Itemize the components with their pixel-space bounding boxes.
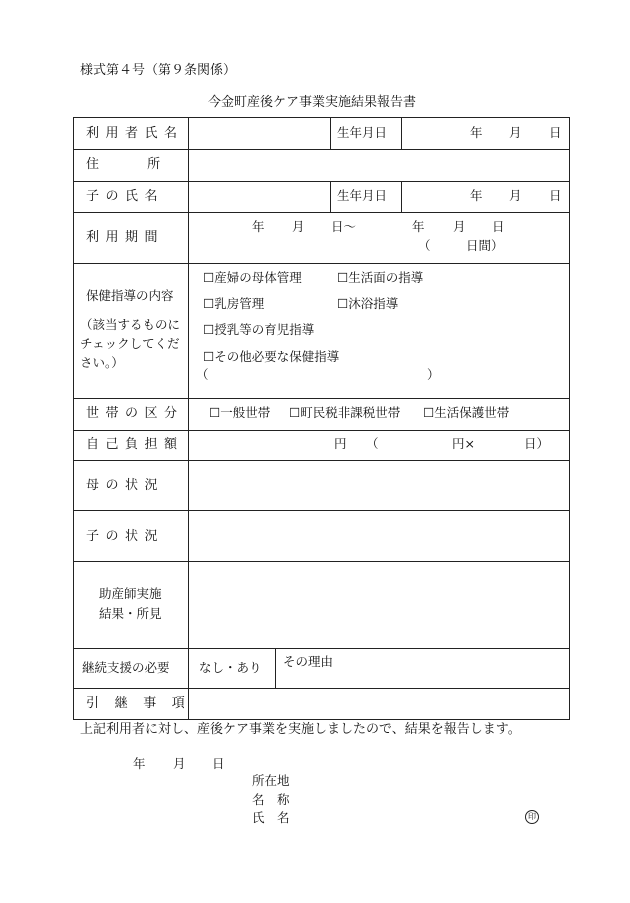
handover-label: 引継事項: [86, 696, 201, 711]
check-daily-life[interactable]: ☐生活面の指導: [337, 270, 424, 285]
period-days-open: （: [418, 238, 431, 253]
person-name-label: 氏 名: [252, 810, 290, 825]
copay-open: （: [366, 436, 379, 451]
support-label: 継続支援の必要: [82, 660, 170, 675]
copay-yen-times: 円×: [452, 436, 475, 451]
copay-label: 自己負担額: [86, 437, 184, 452]
check-feeding[interactable]: ☐授乳等の育児指導: [203, 322, 315, 337]
child-name-label: 子の氏名: [86, 189, 165, 204]
midwife-label-1: 助産師実施: [99, 586, 162, 601]
child-status-label: 子の状況: [86, 529, 165, 544]
org-name-label: 名 称: [252, 792, 290, 807]
child-dob-day: 日: [549, 188, 562, 203]
user-dob-month: 月: [509, 125, 522, 140]
guidance-note-3: さい。）: [80, 355, 124, 370]
footer-date-month: 月: [173, 756, 186, 771]
household-label: 世帯の区分: [86, 406, 184, 421]
guidance-note-2: チェックしてくだ: [80, 336, 180, 351]
period-end-year: 年: [412, 219, 425, 234]
period-days: 日間）: [466, 238, 504, 253]
address-label: [86, 157, 209, 172]
report-statement: 上記利用者に対し、産後ケア事業を実施しましたので、結果を報告します。: [80, 722, 521, 737]
period-label: 利用期間: [86, 230, 165, 245]
check-maternal-care[interactable]: ☐産婦の母体管理: [203, 270, 302, 285]
check-bathing[interactable]: ☐沐浴指導: [337, 296, 399, 311]
check-breast-care[interactable]: ☐乳房管理: [203, 296, 265, 311]
form-title: 今金町産後ケア事業実施結果報告書: [208, 95, 417, 110]
household-tax-exempt[interactable]: ☐町民税非課税世帯: [289, 405, 401, 420]
household-general[interactable]: ☐一般世帯: [209, 405, 271, 420]
period-end-month: 月: [453, 219, 466, 234]
child-dob-month: 月: [509, 188, 522, 203]
location-label: 所在地: [252, 773, 290, 788]
footer-date-day: 日: [212, 756, 225, 771]
user-dob-day: 日: [549, 125, 562, 140]
address-label-text: 住所: [86, 157, 209, 172]
household-welfare[interactable]: ☐生活保護世帯: [423, 405, 510, 420]
midwife-label-2: 結果・所見: [99, 606, 162, 621]
period-range: 日〜: [331, 219, 357, 234]
seal-icon: 印: [525, 810, 539, 824]
period-start-year: 年: [252, 219, 265, 234]
guidance-label: 保健指導の内容: [86, 288, 174, 303]
other-open-paren: （: [196, 367, 209, 382]
copay-yen: 円: [334, 436, 347, 451]
user-name-label: 利用者氏名: [86, 126, 184, 141]
user-dob-year: 年: [470, 125, 483, 140]
period-end-day: 日: [492, 219, 505, 234]
form-number: 様式第４号（第９条関係）: [80, 63, 237, 78]
check-other[interactable]: ☐その他必要な保健指導: [203, 349, 340, 364]
period-start-month: 月: [292, 219, 305, 234]
other-close-paren: ）: [427, 367, 440, 382]
guidance-note-1: （該当するものに: [80, 317, 181, 332]
support-reason: その理由: [283, 654, 334, 669]
child-dob-label: 生年月日: [337, 188, 388, 203]
user-dob-label: 生年月日: [337, 125, 388, 140]
child-dob-year: 年: [470, 188, 483, 203]
support-options[interactable]: なし・あり: [199, 660, 262, 675]
copay-days: 日）: [524, 436, 550, 451]
footer-date-year: 年: [133, 756, 146, 771]
mother-status-label: 母の状況: [86, 478, 165, 493]
